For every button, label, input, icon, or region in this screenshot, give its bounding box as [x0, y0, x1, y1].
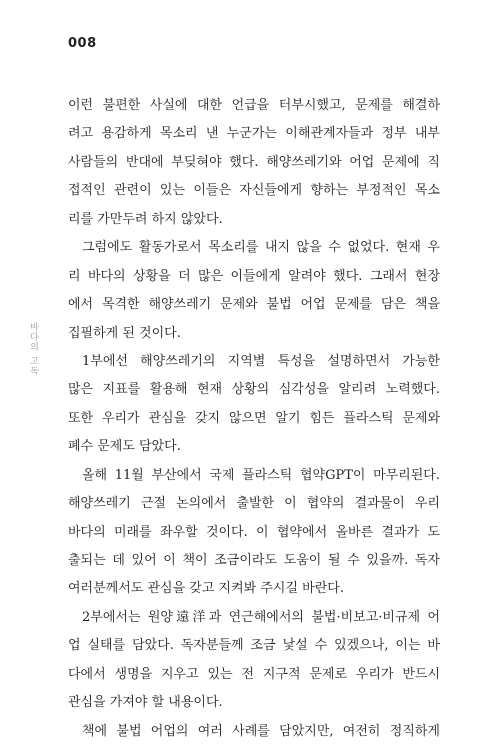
body-line: 여러분께서도 관심을 갖고 지켜봐 주시길 바란다.: [68, 581, 344, 597]
body-line: 올해 11월 부산에서 국제 플라스틱 협약GPT이 마무리된다.: [82, 467, 440, 483]
body-line: 출되는 데 있어 이 책이 조금이라도 도움이 될 수 있을까. 독자: [68, 553, 440, 568]
body-line: 접적인 관련이 있는 이들은 자신들에게 향하는 부정적인 목소: [68, 183, 440, 199]
body-line: 에서 목격한 해양쓰레기 문제와 불법 어업 문제를 담은 책을: [68, 297, 440, 313]
body-line: 업 실태를 담았다. 독자분들께 조금 낯설 수 있겠으나, 이는 바: [68, 638, 440, 654]
body-line: 그럼에도 활동가로서 목소리를 내지 않을 수 없었다. 현재 우: [82, 240, 440, 256]
body-text: [68, 92, 440, 746]
body-line: 집필하게 된 것이다.: [68, 325, 181, 341]
body-line: 또한 우리가 관심을 갖지 않으면 알기 힘든 플라스틱 문제와: [68, 410, 440, 426]
body-line: 책에 불법 어업의 여러 사례를 담았지만, 여전히 정직하게: [82, 723, 440, 739]
body-line: 사람들의 반대에 부딪혀야 했다. 해양쓰레기와 어업 문제에 직: [68, 154, 440, 170]
body-line: 2부에서는 원양遠洋과 연근해에서의 불법·비보고·비규제 어: [82, 609, 440, 625]
page-number: 008: [68, 36, 97, 51]
running-head: 바다의 고독: [28, 322, 38, 376]
body-line: 1부에선 해양쓰레기의 지역별 특성을 설명하면서 가능한: [82, 353, 440, 369]
body-line: 리 바다의 상황을 더 많은 이들에게 알려야 했다. 그래서 현장: [68, 268, 440, 284]
body-line: 리를 가만두려 하지 않았다.: [68, 211, 223, 227]
body-line: 다에서 생명을 지우고 있는 전 지구적 문제로 우리가 반드시: [68, 666, 440, 682]
body-line: 관심을 가져야 할 내용이다.: [68, 695, 223, 711]
body-line: 바다의 미래를 좌우할 것이다. 이 협약에서 올바른 결과가 도: [68, 524, 440, 540]
body-line: 이런 불편한 사실에 대한 언급을 터부시했고, 문제를 해결하: [68, 98, 440, 113]
body-line: 해양쓰레기 근절 논의에서 출발한 이 협약의 결과물이 우리: [68, 496, 440, 512]
body-line: 려고 용감하게 목소리 낸 누군가는 이해관계자들과 정부 내부: [68, 126, 440, 142]
body-line: 폐수 문제도 담았다.: [68, 439, 181, 455]
body-line: 많은 지표를 활용해 현재 상황의 심각성을 알리려 노력했다.: [68, 382, 440, 398]
